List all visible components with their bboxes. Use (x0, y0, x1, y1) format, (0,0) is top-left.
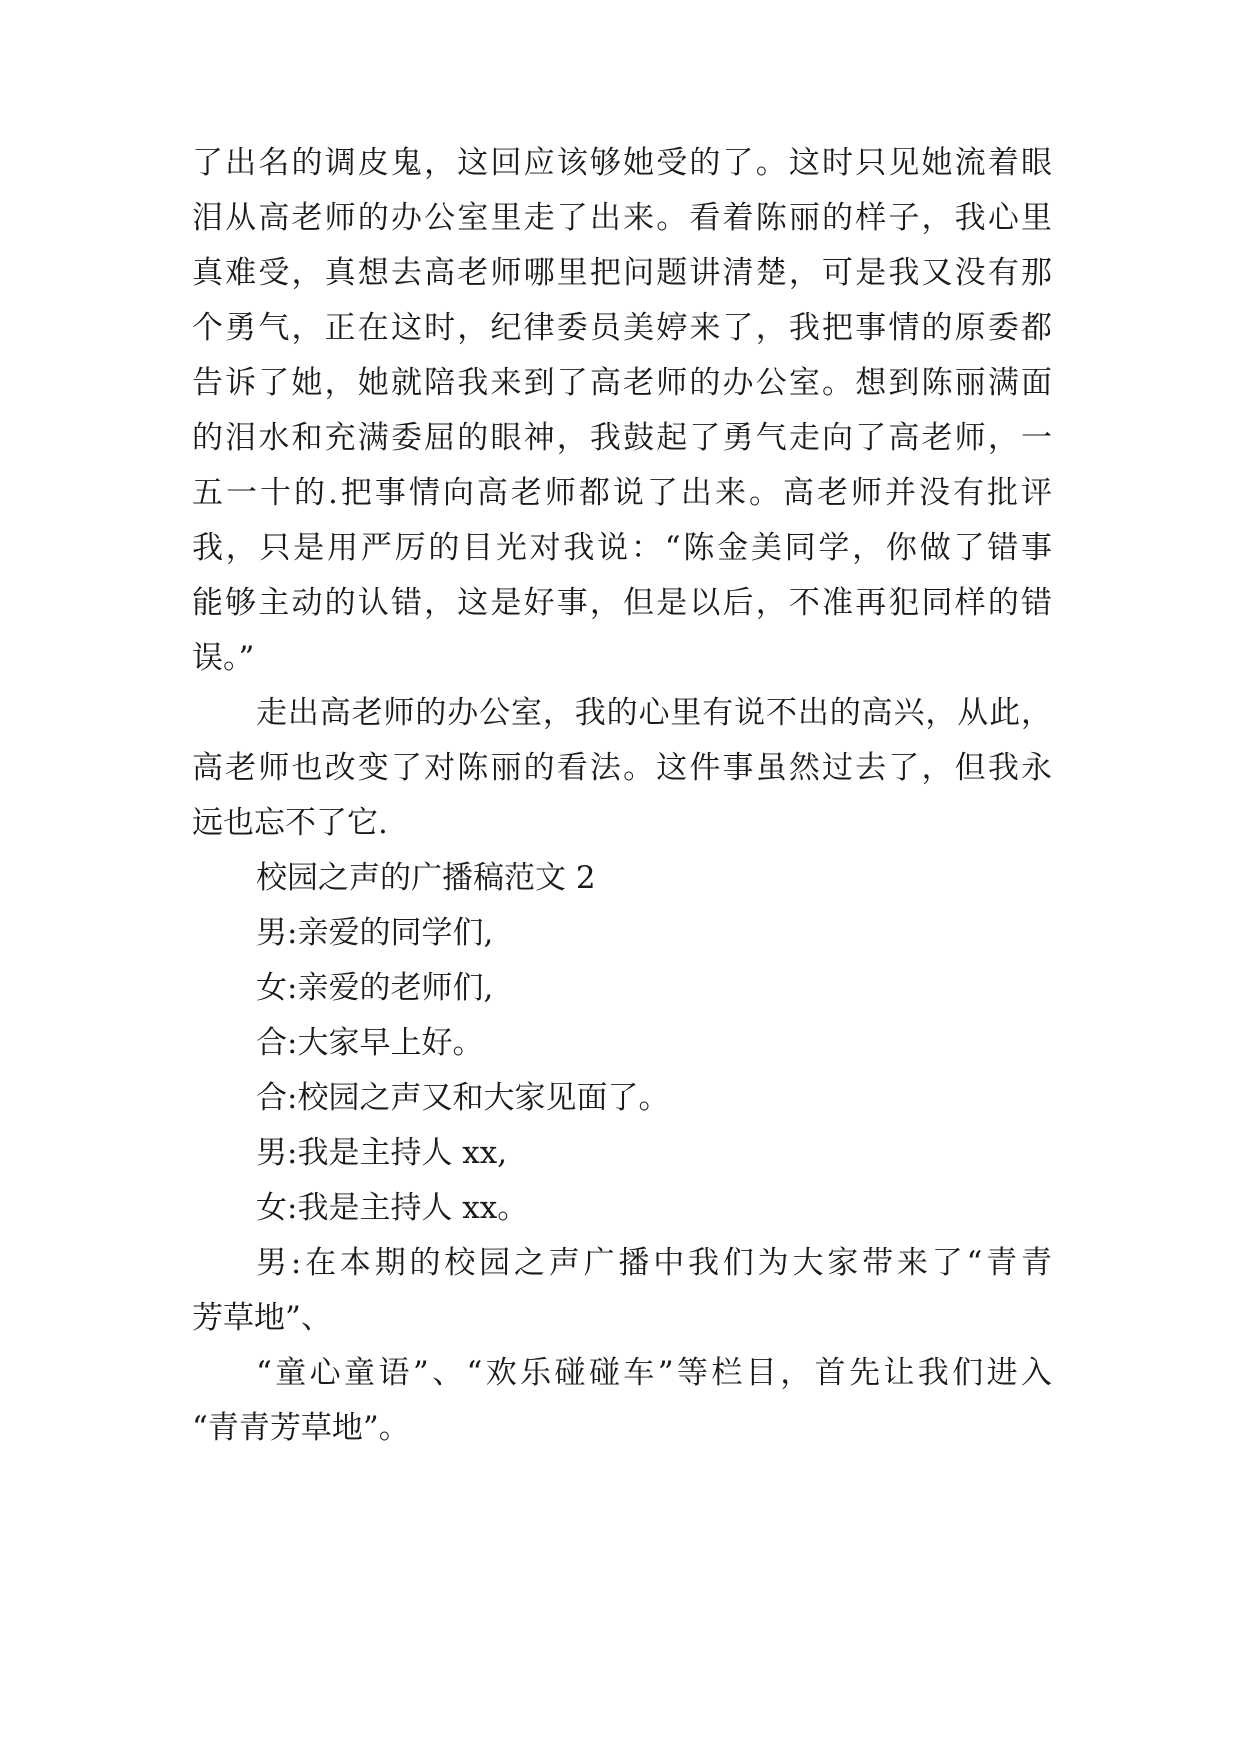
paragraph-line: 泪从高老师的办公室里走了出来。看着陈丽的样子，我心里 (192, 200, 1052, 236)
dialogue-line: 合:校园之声又和大家见面了。 (256, 1080, 670, 1116)
paragraph-line: 远也忘不了它. (192, 805, 388, 841)
dialogue-line: 合:大家早上好。 (256, 1025, 484, 1061)
paragraph-line: 我，只是用严厉的目光对我说：“陈金美同学，你做了错事 (192, 530, 1052, 566)
section-heading: 校园之声的广播稿范文 2 (256, 860, 596, 896)
dialogue-line: 芳草地”、 (192, 1300, 332, 1336)
paragraph-line: 告诉了她，她就陪我来到了高老师的办公室。想到陈丽满面 (192, 365, 1052, 401)
dialogue-line: 男:在本期的校园之声广播中我们为大家带来了“青青 (256, 1245, 1052, 1281)
paragraph-line: 个勇气，正在这时，纪律委员美婷来了，我把事情的原委都 (192, 310, 1052, 346)
paragraph-line: 高老师也改变了对陈丽的看法。这件事虽然过去了，但我永 (192, 750, 1052, 786)
dialogue-line: 男:我是主持人 xx, (256, 1135, 508, 1171)
paragraph-line: 的泪水和充满委屈的眼神，我鼓起了勇气走向了高老师，一 (192, 420, 1052, 456)
paragraph-line: 了出名的调皮鬼，这回应该够她受的了。这时只见她流着眼 (192, 145, 1052, 181)
dialogue-line: 女:我是主持人 xx。 (256, 1190, 529, 1226)
paragraph-line: 能够主动的认错，这是好事，但是以后，不准再犯同样的错 (192, 585, 1052, 621)
paragraph-line: 走出高老师的办公室，我的心里有说不出的高兴，从此， (256, 695, 1052, 731)
paragraph-line: “青青芳草地”。 (192, 1410, 410, 1446)
paragraph-line: 误。” (192, 640, 255, 676)
paragraph-line: “童心童语”、“欢乐碰碰车”等栏目，首先让我们进入 (256, 1355, 1052, 1391)
paragraph-line: 五一十的.把事情向高老师都说了出来。高老师并没有批评 (192, 475, 1052, 511)
paragraph-line: 真难受，真想去高老师哪里把问题讲清楚，可是我又没有那 (192, 255, 1052, 291)
dialogue-line: 男:亲爱的同学们, (256, 915, 494, 951)
dialogue-line: 女:亲爱的老师们, (256, 970, 494, 1006)
